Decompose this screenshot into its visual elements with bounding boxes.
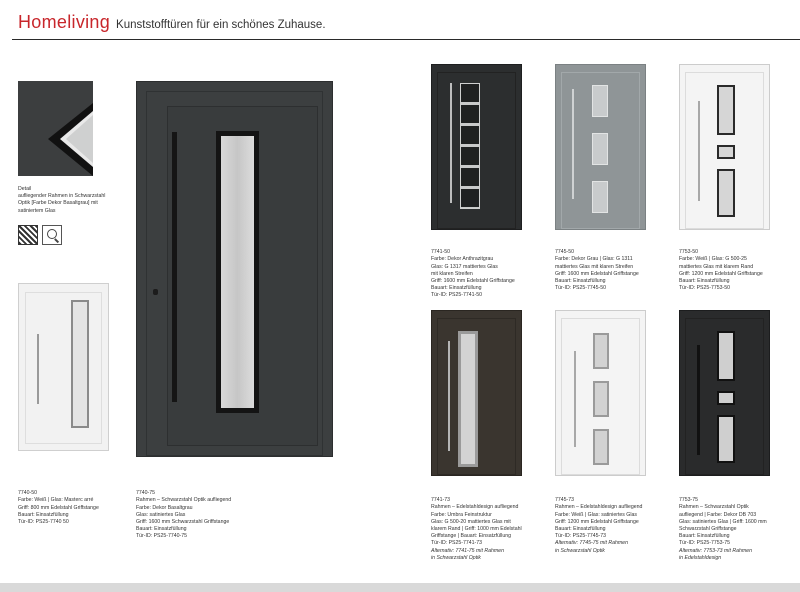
- caption-7740-75: 7740-75 Rahmen – Schwarzstahl Optik aufliegend Farbe: Dekor Basaltgrau Glas: satiniertes Glas Griff: 1600 mm Schwarzstahl Griffstange Bauart: Einsatzfüllung Tür-ID: PS25-7740-75: [136, 490, 232, 540]
- caption-7745-73: 7745-73 Rahmen – Edelstahldesign aufliegend Farbe: Weiß | Glas: satiniertes Glas Griff: 1200 mm Edelstahl Griffstange Bauart: Einsatzfüllung Tür-ID: PS25-7745-73 Alternativ: 7745-75 mit Rahmen in Schwarzstahl Optik: [555, 497, 643, 554]
- door-glass: [592, 133, 608, 165]
- door-glass: [593, 381, 609, 417]
- page-header: [18, 12, 326, 38]
- brand-tagline: Kunststofftüren für ein schönes Zuhause.: [116, 19, 326, 31]
- door-7745-50[interactable]: [555, 64, 646, 230]
- door-glass: [216, 131, 259, 413]
- caption-7741-50: 7741-50 Farbe: Dekor Anthrazitgrau Glas: G 1317 mattiertes Glas mit klaren Streifen Griff: 1600 mm Edelstahl Griffstange Bauart: Einsatzfüllung Tür-ID: PS25-7741-50: [431, 249, 515, 299]
- door-glass: [592, 181, 608, 213]
- door-glass: [717, 85, 735, 135]
- caption-7753-75: 7753-75 Rahmen – Schwarzstahl Optik aufliegend | Farbe: Dekor DB 703 Glas: satiniertes Glas | Griff: 1600 mm Schwarzstahl Griffstange Bauart: Einsatzfüllung Tür-ID: PS25-7753-75 Alternativ: 7753-73 mit Rahmen in Edelstahldesign: [679, 497, 767, 561]
- caption-7753-50: 7753-50 Farbe: Weiß | Glas: G 500-25 mattiertes Glas mit klarem Rand Griff: 1200 mm Edelstahl Griffstange Bauart: Einsatzfüllung Tür-ID: PS25-7753-50: [679, 249, 763, 292]
- qr-code-icon[interactable]: [18, 225, 38, 245]
- brand-title: Homeliving: [18, 12, 111, 32]
- door-glass: [458, 331, 478, 467]
- door-7753-50[interactable]: [679, 64, 770, 230]
- door-handle: [450, 83, 452, 203]
- door-handle: [37, 334, 39, 404]
- door-glass: [717, 415, 735, 463]
- door-glass: [717, 331, 735, 381]
- door-handle: [697, 345, 700, 455]
- door-handle: [574, 351, 576, 447]
- door-7753-75[interactable]: [679, 310, 770, 476]
- door-glass: [717, 391, 735, 405]
- door-glass: [592, 85, 608, 117]
- door-7740-75[interactable]: [136, 81, 333, 457]
- door-glass: [717, 169, 735, 217]
- lock-icon: [153, 289, 158, 295]
- door-glass: [717, 145, 735, 159]
- door-7741-73[interactable]: [431, 310, 522, 476]
- door-glass: [460, 83, 480, 209]
- door-glass: [71, 300, 89, 428]
- door-glass: [593, 333, 609, 369]
- door-7741-50[interactable]: [431, 64, 522, 230]
- door-7745-73[interactable]: [555, 310, 646, 476]
- frame-corner-icon: [18, 81, 93, 176]
- caption-7741-73: 7741-73 Rahmen – Edelstahldesign aufliegend Farbe: Umbra Feinstruktur Glas: G 500-20 mattiertes Glas mit klarem Rand | Griff: 1000 mm Edelstahl Griffstange | Bauart: Einsatzfüllung Tür-ID: PS25-7741-73 Alternativ: 7741-75 mit Rahmen in Schwarzstahl Optik: [431, 497, 522, 561]
- detail-image: [18, 81, 93, 176]
- door-handle: [572, 89, 574, 199]
- detail-caption: Detail aufliegender Rahmen in Schwarzstahl Optik [Farbe Dekor Basaltgrau] mit satiniertem Glas: [18, 186, 106, 214]
- door-handle: [698, 101, 700, 201]
- caption-7740-50: 7740-50 Farbe: Weiß | Glas: Masterc arré Griff: 800 mm Edelstahl Griffstange Bauart: Einsatzfüllung Tür-ID: PS25-7740 50: [18, 490, 99, 526]
- magnifier-icon[interactable]: [42, 225, 62, 245]
- header-rule: [12, 39, 800, 40]
- door-glass: [593, 429, 609, 465]
- door-7740-50[interactable]: [18, 283, 109, 451]
- caption-7745-50: 7745-50 Farbe: Dekor Grau | Glas: G 1311 mattiertes Glas mit klaren Streifen Griff: 1600 mm Edelstahl Griffstange Bauart: Einsatzfüllung Tür-ID: PS25-7745-50: [555, 249, 639, 292]
- door-handle: [448, 341, 450, 451]
- footer-band: [0, 583, 800, 592]
- door-handle: [172, 132, 177, 402]
